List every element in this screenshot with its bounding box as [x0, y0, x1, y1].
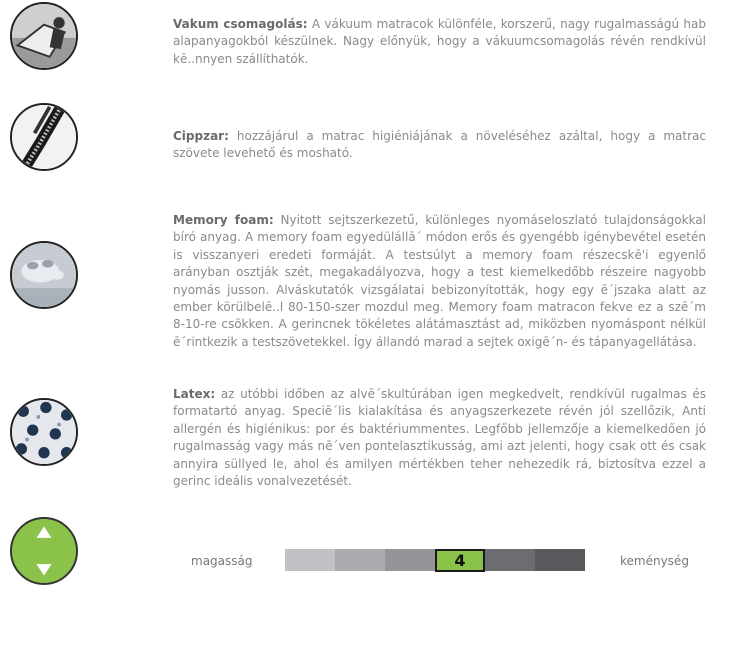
scale-segment [285, 549, 335, 571]
latex-foam-icon [10, 398, 78, 466]
scale-segment [385, 549, 435, 571]
zipper-title: Cippzar: [173, 129, 229, 143]
memory-foam-description [173, 212, 706, 351]
scale-segment [535, 549, 585, 571]
latex-description [173, 386, 706, 490]
memory-foam-title: Memory foam: [173, 213, 274, 227]
zipper-description [173, 128, 706, 163]
vacuum-title: Vakum csomagolás: [173, 17, 308, 31]
scale-segment [485, 549, 535, 571]
vacuum-description [173, 16, 706, 68]
zipper-icon [10, 103, 78, 171]
selected-firmness-value: 4 [435, 549, 485, 572]
firmness-label: keménység [620, 554, 689, 568]
vacuum-text: A vákuum matracok különféle, korszerű, nagy rugalmasságú hab alapanyagokból készülnek. Nagy előnyük, hogy a vákuumcsomagolás révén rendkívül kē..nnyen szállíthatók. [173, 17, 706, 66]
up-down-arrows-icon [10, 517, 78, 585]
memory-foam-text: Nyitott sejtszerkezetű, különleges nyomáseloszlató tulajdonságokkal bíró anyag. A memory foam egyedülállā´ módon erős és gyengébb igénybevétel esetén is visszanyeri eredeti formáját. A testsúlyt a memory foam részecskē'i egyenlő arányban osztják szét, megakadályozva, hogy a test kiemelkedőbb részeire nagyobb nyomás jusson. Alváskutatók vizsgálatai bebizonyították, hogy egy ē´jszaka alatt az ember körülbelē..l 80-150-szer mozdul meg. Memory foam matracon fekve ez a szē´m 8-10-re csökken. A gerincnek tökéletes alátámasztást ad, miközben nyomáspont nélkül ē´rintkezik a testszövetekkel. Így állandó marad a sejtek oxigē´n- és tápanyagellátása. [173, 213, 706, 349]
zipper-text: hozzájárul a matrac higiéniájának a növeléséhez azáltal, hogy a matrac szövete levehető és mosható. [173, 129, 706, 161]
latex-text: az utóbbi időben az alvē´skultúrában igen megkedvelt, rendkívül rugalmas és formatartó anyag. Speciē´lis kialakítása és anyagszerkezete révén jól szellőzik, Anti allergén és higiénikus: por és baktériummentes. Legfőbb jellemzője a kiemelkedően jó rugalmasság vagy más nē´ven pontelasztikusság, ami azt jelenti, hogy csak ott és csak annyira süllyed le, ahol és amilyen mértékben teher nehezedik rá, biztosítva ezzel a gerinc ideális vonalvezetését. [173, 387, 706, 489]
scale-segment [335, 549, 385, 571]
vacuum-packing-icon [10, 2, 78, 70]
height-label: magasság [191, 554, 253, 568]
memory-foam-icon [10, 241, 78, 309]
latex-title: Latex: [173, 387, 216, 401]
